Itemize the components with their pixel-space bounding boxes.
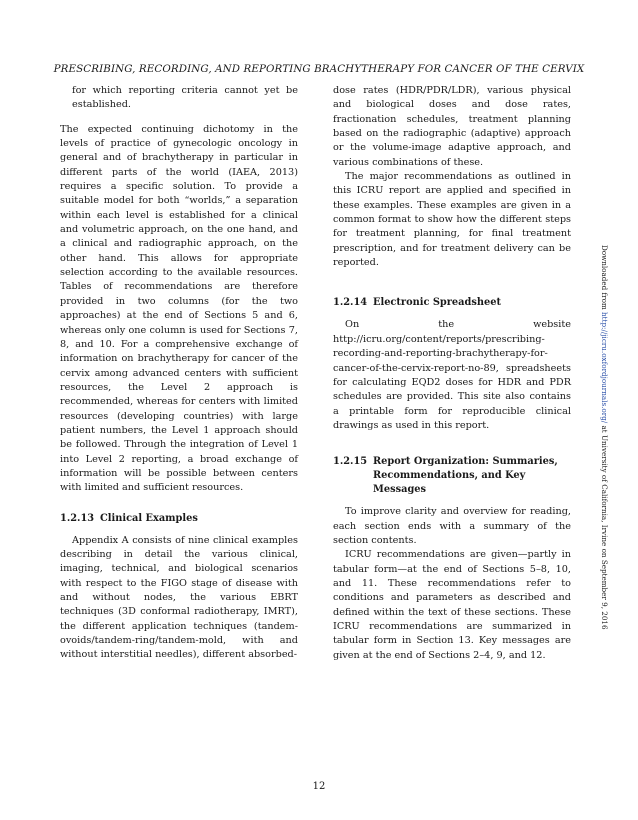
running-head: PRESCRIBING, RECORDING, AND REPORTING BRACHYTHERAPY FOR CANCER OF THE CERVIX: [53, 63, 585, 75]
heading-clinical-examples: [60, 512, 298, 526]
watermark-prefix: Downloaded from: [600, 245, 609, 313]
paragraph-appendix-a: Appendix A consists of nine clinical examples describing in detail the various clinical, imaging, technical, and biological scenarios with respect to the FIGO stage of disease with and without nodes, the various EBRT techniques (3D conformal radiotherapy, IMRT), the different application techniques (tandem-ovoids/tandem-ring/tandem-mold, with and without interstitial needles), different absorbed-: [60, 534, 298, 661]
heading-electronic-spreadsheet: [333, 296, 571, 310]
heading-report-organization: [333, 455, 571, 497]
paragraph-dose-rates: dose rates (HDR/PDR/LDR), various physical and biological doses and dose rates, fractionation schedules, treatment planning based on the radiographic (adaptive) approach or the volume-image adaptive approach, and various combinations of these.: [333, 85, 571, 168]
paragraph-continuation: for which reporting criteria cannot yet be established.: [72, 85, 298, 111]
right-column: [333, 84, 571, 663]
left-column: [60, 84, 298, 663]
page-number: 12: [312, 781, 326, 792]
paragraph-dichotomy: The expected continuing dichotomy in the levels of practice of gynecologic oncology in general and of brachytherapy in particular in different parts of the world (IAEA, 2013) requires a specific solution. To provide a suitable model for both “worlds,” a separation within each level is established for a clinical and volumetric approach, on the one hand, and a clinical and radiographic approach, on the other hand. This allows for appropriate selection according to the available resources. Tables of recommendations are therefore provided in two columns (for the two approaches) at the end of Sections 5 and 6, whereas only one column is used for Sections 7, 8, and 10. For a comprehensive exchange of information on brachytherapy for cancer of the cervix among advanced centers with sufficient resources, the Level 2 approach is recommended, whereas for centers with limited resources (developing countries) with large patient numbers, the Level 1 approach should be followed. Through the integration of Level 1 into Level 2 reporting, a broad exchange of information will be possible between centers with limited and sufficient resources.: [60, 123, 298, 494]
section-number: 1.2.15: [333, 456, 368, 468]
section-number: 1.2.14: [333, 297, 368, 309]
paragraph-clarity: To improve clarity and overview for reading, each section ends with a summary of the section contents.: [333, 506, 571, 546]
download-watermark: [600, 245, 609, 630]
section-title: Report Organization: Summaries, Recommendations, and Key Messages: [373, 456, 558, 496]
watermark-suffix: at University of California, Irvine on September 9, 2016: [600, 423, 609, 630]
paragraph-website: On the website http://icru.org/content/reports/prescribing-recording-and-reporting-brachytherapy-for-cancer-of-the-cervix-report-no-89, spreadsheets for calculating EQD2 doses for HDR and PDR schedules are provided. This site also contains a printable form for reproducible clinical drawings as used in this report.: [333, 319, 571, 431]
section-title: Electronic Spreadsheet: [373, 297, 501, 309]
paragraph-icru-recommendations: ICRU recommendations are given—partly in tabular form—at the end of Sections 5–8, 10, and 11. These recommendations refer to conditions and parameters as described and defined within the text of these sections. These ICRU recommendations are summarized in tabular form in Section 13. Key messages are given at the end of Sections 2–4, 9, and 12.: [333, 549, 571, 661]
section-number: 1.2.13: [60, 512, 95, 524]
watermark-link[interactable]: http://jicru.oxfordjournals.org/: [600, 312, 609, 424]
paragraph-major-recommendations: The major recommendations as outlined in this ICRU report are applied and specified in these examples. These examples are given in a common format to show how the different steps for treatment planning, for final treatment prescription, and for treatment delivery can be reported.: [333, 171, 571, 269]
section-title: Clinical Examples: [100, 512, 198, 524]
